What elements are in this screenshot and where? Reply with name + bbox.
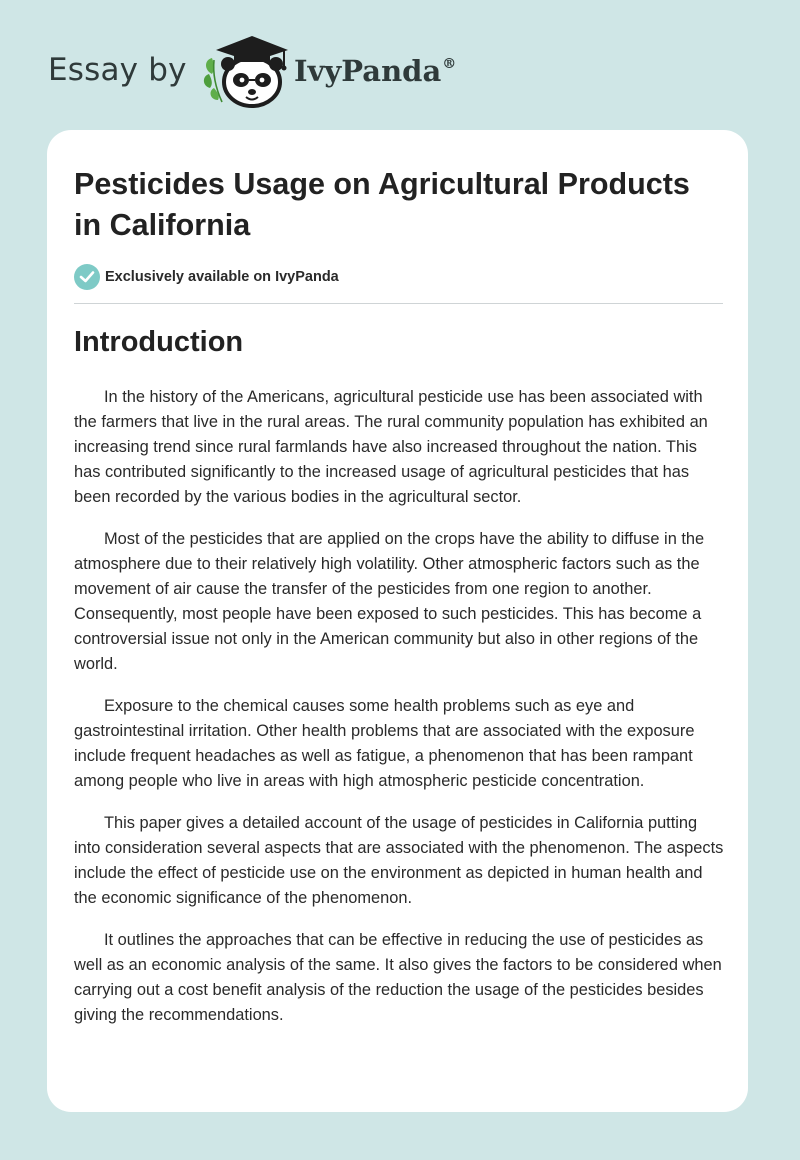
brand-name-text: IvyPanda bbox=[294, 54, 442, 88]
section-heading: Introduction bbox=[74, 326, 244, 358]
ivypanda-logo[interactable] bbox=[200, 30, 300, 110]
paragraph: In the history of the Americans, agricultural pesticide use has been associated with the farmers that live in the rural areas. The rural community population has exhibited an increasing trend since rural farmlands have also increased throughout the nation. This has contributed significantly to the increased usage of agricultural pesticides that has been recorded by the various bodies in the agricultural sector. bbox=[74, 388, 708, 506]
site-header bbox=[48, 30, 508, 110]
paragraph: Most of the pesticides that are applied on the crops have the ability to diffuse in the atmosphere due to their relatively high volatility. Other atmospheric factors such as the movement of air cause the transfer of the pesticides from one region to another. Consequently, most people have been exposed to such pesticides. This has become a controversial issue not only in the American community but also in other regions of the world. bbox=[74, 530, 705, 673]
essay-by-label: Essay by bbox=[48, 52, 187, 88]
exclusive-badge bbox=[74, 264, 339, 290]
article-title: Pesticides Usage on Agricultural Products in California bbox=[74, 167, 690, 242]
divider bbox=[74, 303, 723, 304]
brand-name[interactable] bbox=[294, 54, 456, 88]
paragraph: It outlines the approaches that can be effective in reducing the use of pesticides as well as an economic analysis of the same. It also gives the factors to be considered when carrying out a cost benefit analysis of the reduction the usage of the pesticides besides giving the recommendations. bbox=[74, 931, 722, 1024]
article-body bbox=[74, 385, 724, 1045]
article-card bbox=[47, 130, 748, 1112]
registered-mark: ® bbox=[442, 56, 457, 72]
exclusive-badge-text: Exclusively available on IvyPanda bbox=[105, 269, 339, 285]
paragraph: Exposure to the chemical causes some health problems such as eye and gastrointestinal irritation. Other health problems that are associated with the exposure include frequent headaches as well as fatigue, a phenomenon that has been rampant among people who live in areas with high atmospheric pesticide concentration. bbox=[74, 697, 695, 790]
paragraph: This paper gives a detailed account of the usage of pesticides in California putting into consideration several aspects that are associated with the phenomenon. The aspects include the effect of pesticide use on the environment as depicted in human health and the economic significance of the phenomenon. bbox=[74, 814, 724, 907]
checkmark-icon bbox=[74, 264, 100, 290]
panda-graduate-icon bbox=[200, 30, 300, 110]
